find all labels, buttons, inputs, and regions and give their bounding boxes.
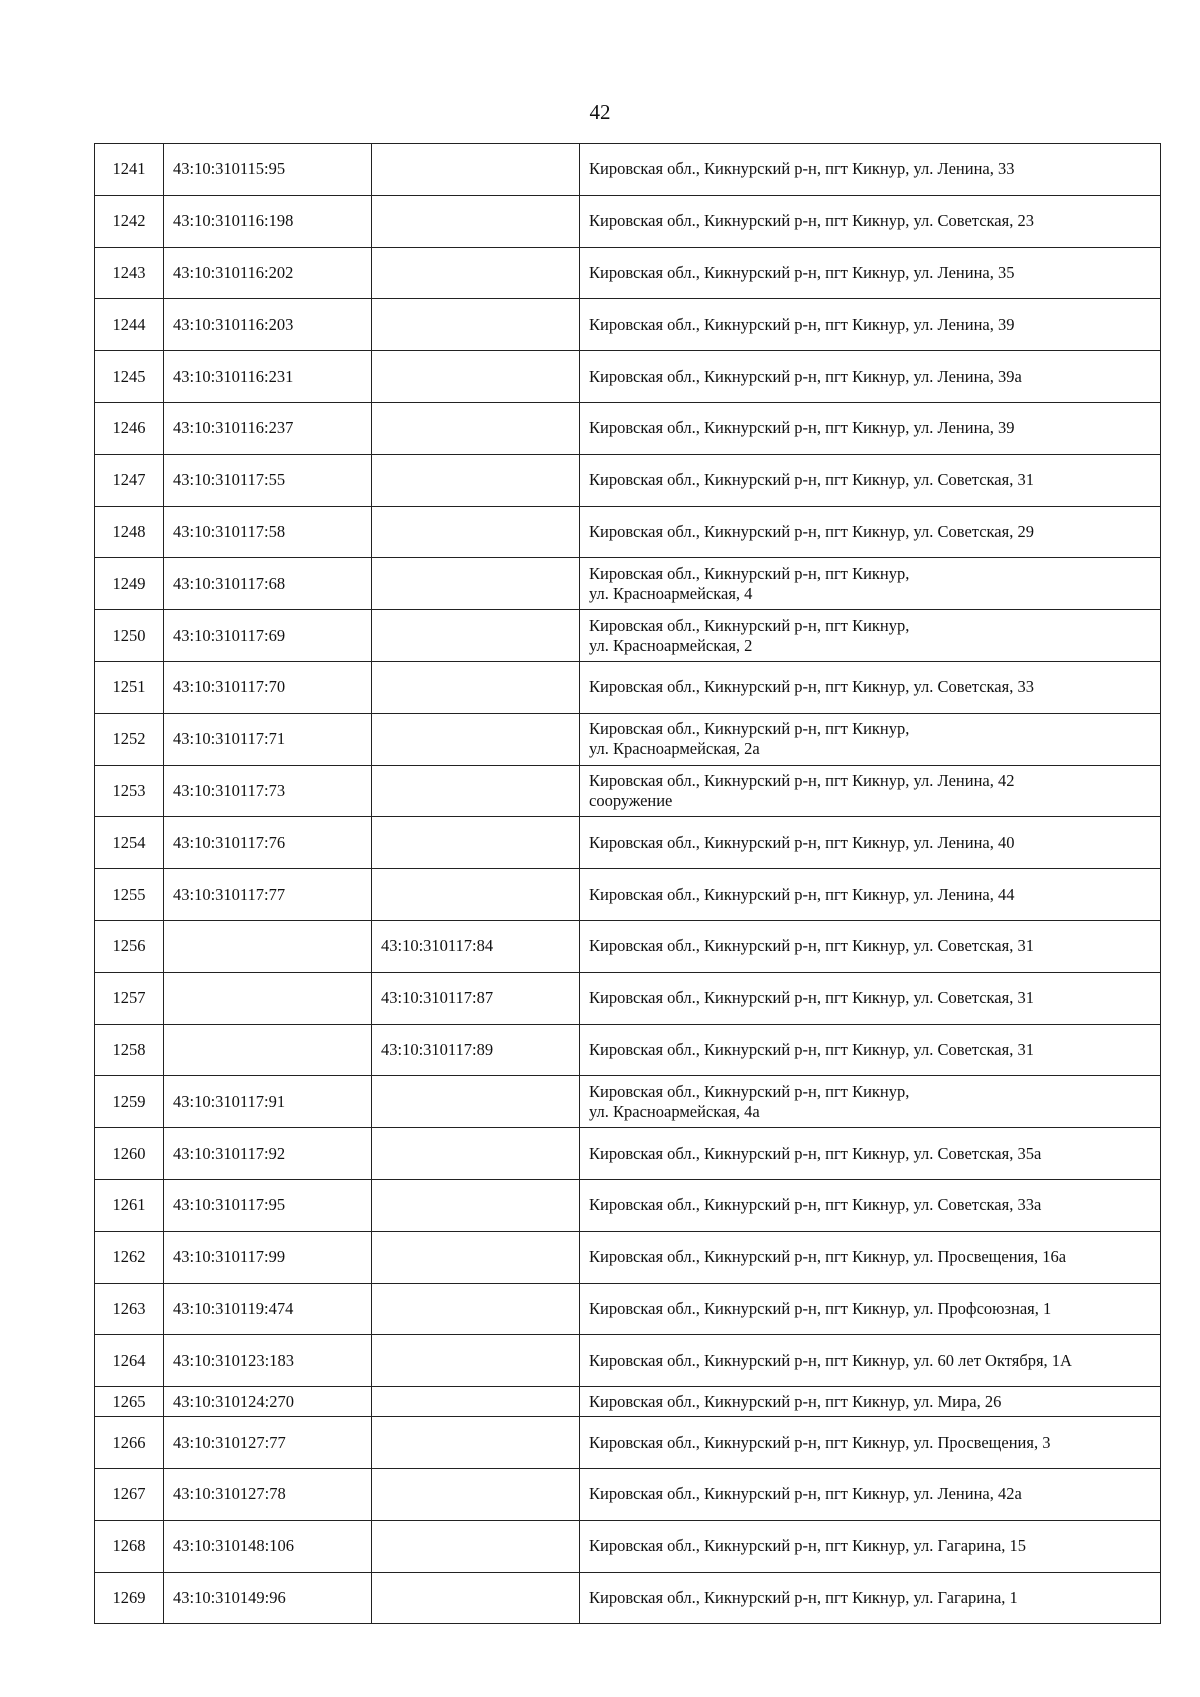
address-line-continued: ул. Красноармейская, 2 — [589, 635, 753, 655]
row-number-cell: 1258 — [95, 1024, 164, 1076]
address-line: Кировская обл., Кикнурский р-н, пгт Кикнур, ул. Советская, 31 — [589, 988, 1034, 1008]
cadastral-number-cell — [164, 972, 372, 1024]
table-row — [95, 817, 1161, 869]
cadastral-number-cell: 43:10:310117:55 — [164, 454, 372, 506]
address-line: Кировская обл., Кикнурский р-н, пгт Кикнур, ул. Просвещения, 16а — [589, 1247, 1067, 1267]
table-row — [95, 713, 1161, 765]
row-number-cell: 1247 — [95, 454, 164, 506]
address-line: Кировская обл., Кикнурский р-н, пгт Кикнур, ул. Гагарина, 1 — [589, 1587, 1018, 1607]
address-line: Кировская обл., Кикнурский р-н, пгт Кикнур, ул. Советская, 31 — [589, 936, 1034, 956]
related-cadastral-number-cell — [372, 1417, 580, 1469]
address-cell — [580, 1468, 1161, 1520]
cadastral-number-cell: 43:10:310117:92 — [164, 1128, 372, 1180]
row-number-cell: 1251 — [95, 661, 164, 713]
row-number-cell: 1268 — [95, 1520, 164, 1572]
related-cadastral-number-cell — [372, 195, 580, 247]
related-cadastral-number-cell — [372, 817, 580, 869]
address-cell — [580, 1387, 1161, 1417]
cadastral-number-cell: 43:10:310115:95 — [164, 144, 372, 196]
address-cell — [580, 1520, 1161, 1572]
table-row — [95, 1572, 1161, 1624]
cadastral-number-cell: 43:10:310116:237 — [164, 402, 372, 454]
table-row — [95, 1179, 1161, 1231]
address-cell — [580, 1024, 1161, 1076]
address-cell — [580, 195, 1161, 247]
address-line: Кировская обл., Кикнурский р-н, пгт Кикнур, — [589, 1081, 910, 1101]
address-cell — [580, 661, 1161, 713]
address-cell — [580, 558, 1161, 610]
address-cell — [580, 972, 1161, 1024]
row-number-cell: 1248 — [95, 506, 164, 558]
cadastral-number-cell: 43:10:310117:76 — [164, 817, 372, 869]
related-cadastral-number-cell — [372, 1387, 580, 1417]
table-row — [95, 351, 1161, 403]
cadastral-number-cell: 43:10:310117:71 — [164, 713, 372, 765]
cadastral-number-cell: 43:10:310117:58 — [164, 506, 372, 558]
address-cell — [580, 920, 1161, 972]
row-number-cell: 1260 — [95, 1128, 164, 1180]
address-cell — [580, 402, 1161, 454]
related-cadastral-number-cell — [372, 1283, 580, 1335]
related-cadastral-number-cell — [372, 869, 580, 921]
table-row — [95, 920, 1161, 972]
table-row — [95, 1128, 1161, 1180]
row-number-cell: 1269 — [95, 1572, 164, 1624]
cadastral-number-cell — [164, 1024, 372, 1076]
cadastral-number-cell: 43:10:310148:106 — [164, 1520, 372, 1572]
cadastral-number-cell: 43:10:310116:202 — [164, 247, 372, 299]
related-cadastral-number-cell — [372, 1231, 580, 1283]
related-cadastral-number-cell — [372, 610, 580, 662]
address-cell — [580, 1335, 1161, 1387]
cadastral-number-cell: 43:10:310116:203 — [164, 299, 372, 351]
table-row — [95, 1076, 1161, 1128]
row-number-cell: 1254 — [95, 817, 164, 869]
address-line: Кировская обл., Кикнурский р-н, пгт Кикнур, ул. Ленина, 40 — [589, 832, 1015, 852]
address-cell — [580, 713, 1161, 765]
related-cadastral-number-cell — [372, 454, 580, 506]
page-number: 42 — [589, 100, 611, 124]
row-number-cell: 1255 — [95, 869, 164, 921]
address-cell — [580, 1572, 1161, 1624]
address-line: Кировская обл., Кикнурский р-н, пгт Кикнур, — [589, 563, 910, 583]
address-cell — [580, 299, 1161, 351]
related-cadastral-number-cell — [372, 351, 580, 403]
address-cell — [580, 1179, 1161, 1231]
related-cadastral-number-cell — [372, 1179, 580, 1231]
row-number-cell: 1253 — [95, 765, 164, 817]
related-cadastral-number-cell — [372, 661, 580, 713]
related-cadastral-number-cell: 43:10:310117:84 — [372, 920, 580, 972]
table-row — [95, 247, 1161, 299]
address-line-continued: сооружение — [589, 790, 673, 810]
related-cadastral-number-cell: 43:10:310117:87 — [372, 972, 580, 1024]
row-number-cell: 1245 — [95, 351, 164, 403]
address-cell — [580, 1283, 1161, 1335]
row-number-cell: 1246 — [95, 402, 164, 454]
address-line-continued: ул. Красноармейская, 2а — [589, 739, 760, 759]
address-cell — [580, 247, 1161, 299]
cadastral-number-cell: 43:10:310149:96 — [164, 1572, 372, 1624]
address-line: Кировская обл., Кикнурский р-н, пгт Кикнур, ул. Ленина, 39 — [589, 418, 1015, 438]
registry-table-body — [95, 144, 1161, 1624]
related-cadastral-number-cell — [372, 713, 580, 765]
cadastral-number-cell: 43:10:310117:99 — [164, 1231, 372, 1283]
related-cadastral-number-cell — [372, 247, 580, 299]
related-cadastral-number-cell — [372, 558, 580, 610]
row-number-cell: 1250 — [95, 610, 164, 662]
table-row — [95, 1024, 1161, 1076]
cadastral-number-cell: 43:10:310117:69 — [164, 610, 372, 662]
cadastral-number-cell: 43:10:310123:183 — [164, 1335, 372, 1387]
address-cell — [580, 1417, 1161, 1469]
address-line-continued: ул. Красноармейская, 4а — [589, 1101, 760, 1121]
cadastral-number-cell: 43:10:310117:73 — [164, 765, 372, 817]
cadastral-number-cell: 43:10:310117:70 — [164, 661, 372, 713]
address-cell — [580, 506, 1161, 558]
table-row — [95, 1387, 1161, 1417]
table-row — [95, 402, 1161, 454]
address-line: Кировская обл., Кикнурский р-н, пгт Кикнур, — [589, 615, 910, 635]
related-cadastral-number-cell: 43:10:310117:89 — [372, 1024, 580, 1076]
table-row — [95, 972, 1161, 1024]
address-line: Кировская обл., Кикнурский р-н, пгт Кикнур, ул. Ленина, 44 — [589, 884, 1015, 904]
address-line: Кировская обл., Кикнурский р-н, пгт Кикнур, ул. Советская, 35а — [589, 1143, 1042, 1163]
cadastral-number-cell: 43:10:310116:198 — [164, 195, 372, 247]
address-line: Кировская обл., Кикнурский р-н, пгт Кикнур, ул. Профсоюзная, 1 — [589, 1298, 1052, 1318]
table-row — [95, 506, 1161, 558]
address-cell — [580, 869, 1161, 921]
table-row — [95, 454, 1161, 506]
row-number-cell: 1262 — [95, 1231, 164, 1283]
row-number-cell: 1261 — [95, 1179, 164, 1231]
table-row — [95, 869, 1161, 921]
cadastral-number-cell: 43:10:310117:68 — [164, 558, 372, 610]
address-line: Кировская обл., Кикнурский р-н, пгт Кикнур, ул. Ленина, 39 — [589, 314, 1015, 334]
related-cadastral-number-cell — [372, 1572, 580, 1624]
row-number-cell: 1266 — [95, 1417, 164, 1469]
address-cell — [580, 351, 1161, 403]
cadastral-number-cell: 43:10:310127:77 — [164, 1417, 372, 1469]
address-line: Кировская обл., Кикнурский р-н, пгт Кикнур, ул. Ленина, 42а — [589, 1484, 1022, 1504]
row-number-cell: 1241 — [95, 144, 164, 196]
row-number-cell: 1244 — [95, 299, 164, 351]
row-number-cell: 1264 — [95, 1335, 164, 1387]
address-line: Кировская обл., Кикнурский р-н, пгт Кикнур, ул. 60 лет Октября, 1А — [589, 1350, 1072, 1370]
row-number-cell: 1267 — [95, 1468, 164, 1520]
table-row — [95, 195, 1161, 247]
address-cell — [580, 1076, 1161, 1128]
related-cadastral-number-cell — [372, 1128, 580, 1180]
table-row — [95, 1335, 1161, 1387]
table-row — [95, 1520, 1161, 1572]
related-cadastral-number-cell — [372, 1076, 580, 1128]
related-cadastral-number-cell — [372, 299, 580, 351]
cadastral-number-cell: 43:10:310124:270 — [164, 1387, 372, 1417]
address-line: Кировская обл., Кикнурский р-н, пгт Кикнур, ул. Советская, 33 — [589, 677, 1034, 697]
address-cell — [580, 817, 1161, 869]
table-row — [95, 661, 1161, 713]
cadastral-number-cell: 43:10:310119:474 — [164, 1283, 372, 1335]
address-line: Кировская обл., Кикнурский р-н, пгт Кикнур, — [589, 719, 910, 739]
related-cadastral-number-cell — [372, 402, 580, 454]
table-row — [95, 558, 1161, 610]
table-row — [95, 610, 1161, 662]
cadastral-registry-table — [94, 143, 1161, 1624]
address-line: Кировская обл., Кикнурский р-н, пгт Кикнур, ул. Гагарина, 15 — [589, 1536, 1027, 1556]
related-cadastral-number-cell — [372, 1335, 580, 1387]
row-number-cell: 1242 — [95, 195, 164, 247]
address-cell — [580, 144, 1161, 196]
address-line: Кировская обл., Кикнурский р-н, пгт Кикнур, ул. Ленина, 42 — [589, 770, 1015, 790]
address-line-continued: ул. Красноармейская, 4 — [589, 583, 753, 603]
related-cadastral-number-cell — [372, 144, 580, 196]
address-line: Кировская обл., Кикнурский р-н, пгт Кикнур, ул. Просвещения, 3 — [589, 1432, 1051, 1452]
row-number-cell: 1243 — [95, 247, 164, 299]
row-number-cell: 1249 — [95, 558, 164, 610]
table-row — [95, 1283, 1161, 1335]
address-line: Кировская обл., Кикнурский р-н, пгт Кикнур, ул. Советская, 31 — [589, 470, 1034, 490]
row-number-cell: 1256 — [95, 920, 164, 972]
table-row — [95, 144, 1161, 196]
cadastral-number-cell: 43:10:310117:77 — [164, 869, 372, 921]
address-line: Кировская обл., Кикнурский р-н, пгт Кикнур, ул. Ленина, 33 — [589, 159, 1015, 179]
address-cell — [580, 765, 1161, 817]
address-line: Кировская обл., Кикнурский р-н, пгт Кикнур, ул. Ленина, 35 — [589, 262, 1015, 282]
related-cadastral-number-cell — [372, 506, 580, 558]
address-line: Кировская обл., Кикнурский р-н, пгт Кикнур, ул. Советская, 23 — [589, 211, 1034, 231]
related-cadastral-number-cell — [372, 1468, 580, 1520]
cadastral-number-cell: 43:10:310117:91 — [164, 1076, 372, 1128]
cadastral-number-cell — [164, 920, 372, 972]
address-line: Кировская обл., Кикнурский р-н, пгт Кикнур, ул. Советская, 29 — [589, 521, 1034, 541]
address-cell — [580, 454, 1161, 506]
address-cell — [580, 1128, 1161, 1180]
table-row — [95, 1468, 1161, 1520]
address-line: Кировская обл., Кикнурский р-н, пгт Кикнур, ул. Советская, 33а — [589, 1195, 1042, 1215]
table-row — [95, 765, 1161, 817]
address-cell — [580, 610, 1161, 662]
table-row — [95, 1417, 1161, 1469]
address-line: Кировская обл., Кикнурский р-н, пгт Кикнур, ул. Советская, 31 — [589, 1039, 1034, 1059]
address-cell — [580, 1231, 1161, 1283]
row-number-cell: 1259 — [95, 1076, 164, 1128]
address-line: Кировская обл., Кикнурский р-н, пгт Кикнур, ул. Мира, 26 — [589, 1391, 1002, 1411]
table-row — [95, 1231, 1161, 1283]
row-number-cell: 1265 — [95, 1387, 164, 1417]
related-cadastral-number-cell — [372, 765, 580, 817]
related-cadastral-number-cell — [372, 1520, 580, 1572]
address-line: Кировская обл., Кикнурский р-н, пгт Кикнур, ул. Ленина, 39а — [589, 366, 1022, 386]
cadastral-number-cell: 43:10:310116:231 — [164, 351, 372, 403]
cadastral-number-cell: 43:10:310127:78 — [164, 1468, 372, 1520]
row-number-cell: 1257 — [95, 972, 164, 1024]
table-row — [95, 299, 1161, 351]
cadastral-number-cell: 43:10:310117:95 — [164, 1179, 372, 1231]
row-number-cell: 1252 — [95, 713, 164, 765]
row-number-cell: 1263 — [95, 1283, 164, 1335]
